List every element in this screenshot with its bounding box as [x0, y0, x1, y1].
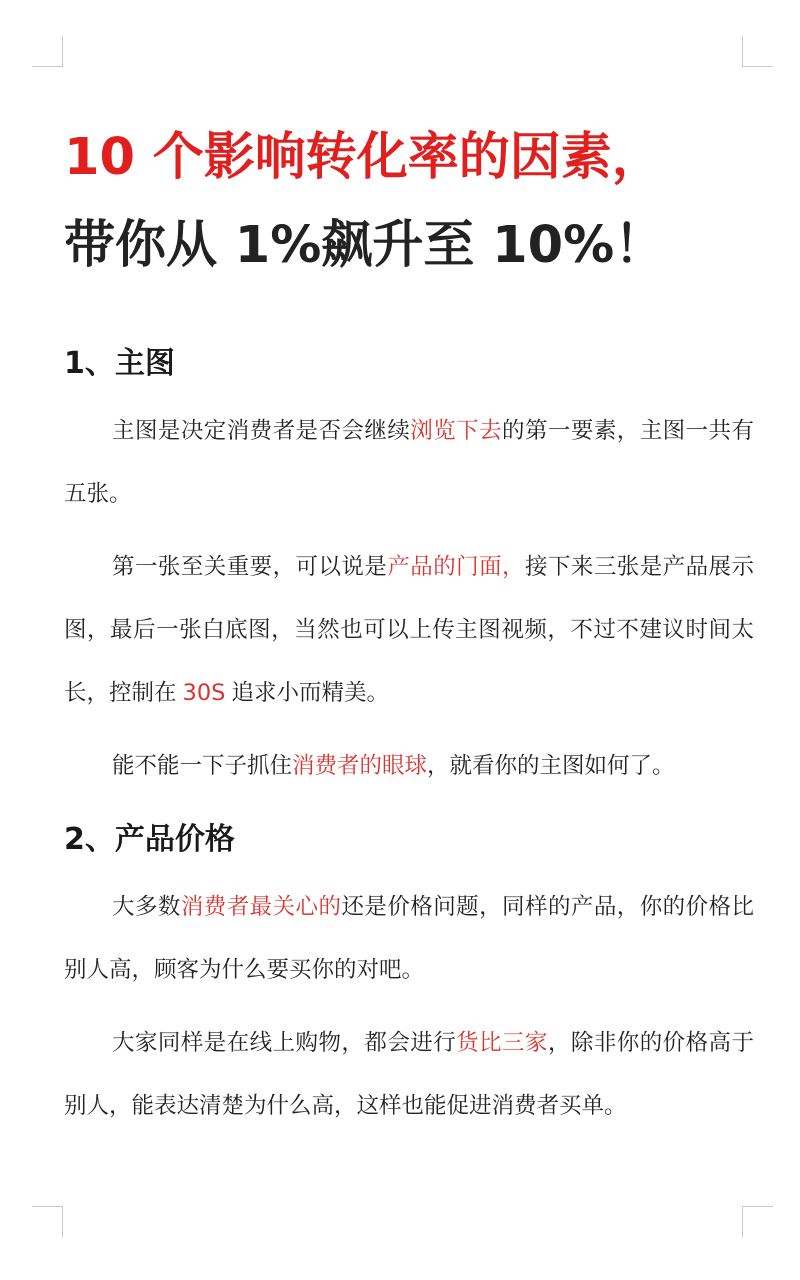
text-run: 接下来三张是产品展示图，最后一张白底图，当然也可以上传主图视频，不过不建议时间太长，控制在 [64, 554, 754, 706]
section-heading-product-price: 2、产品价格 [64, 822, 235, 857]
paragraph-main-image-2 [64, 536, 754, 725]
text-run: 追求小而精美。 [231, 680, 389, 706]
page-title-line-1: 10 个影响转化率的因素， [64, 128, 663, 187]
highlight-text: 货比三家 [456, 1030, 548, 1056]
paragraph-main-image-1 [64, 400, 754, 526]
crop-mark-bottom-right [742, 1206, 773, 1237]
text-run: ，就看你的主图如何了。 [427, 753, 675, 779]
page-title-line-2: 带你从 1%飙升至 10%！ [64, 216, 666, 275]
text-run: 大多数 [112, 894, 181, 920]
text-run: 的第一要素，主图一共有五张。 [64, 418, 754, 507]
text-run: 大家同样是在线上购物，都会进行 [112, 1030, 457, 1056]
text-run: 主图是决定消费者是否会继续 [112, 418, 411, 444]
crop-mark-top-right [742, 36, 773, 67]
paragraph-price-2 [64, 1012, 754, 1138]
crop-mark-bottom-left [32, 1206, 63, 1237]
highlight-text: 消费者最关心的 [180, 894, 342, 920]
section-heading-main-image: 1、主图 [64, 346, 175, 381]
text-run: 还是价格问题，同样的产品，你的价格比别人高，顾客为什么要买你的对吧。 [64, 894, 754, 983]
document-page [64, 116, 754, 1138]
paragraph-main-image-3 [64, 735, 754, 798]
text-run: 第一张至关重要，可以说是 [112, 554, 388, 580]
text-run: 能不能一下子抓住 [112, 753, 293, 779]
paragraph-price-1 [64, 876, 754, 1002]
highlight-text: 浏览下去 [410, 418, 503, 444]
highlight-text: 产品的门面， [387, 554, 525, 580]
crop-mark-top-left [32, 36, 63, 67]
text-run: ，除非你的价格高于别人，能表达清楚为什么高，这样也能促进消费者买单。 [64, 1030, 754, 1119]
highlight-text: 消费者的眼球 [292, 753, 428, 779]
highlight-number: 30S [182, 680, 226, 706]
